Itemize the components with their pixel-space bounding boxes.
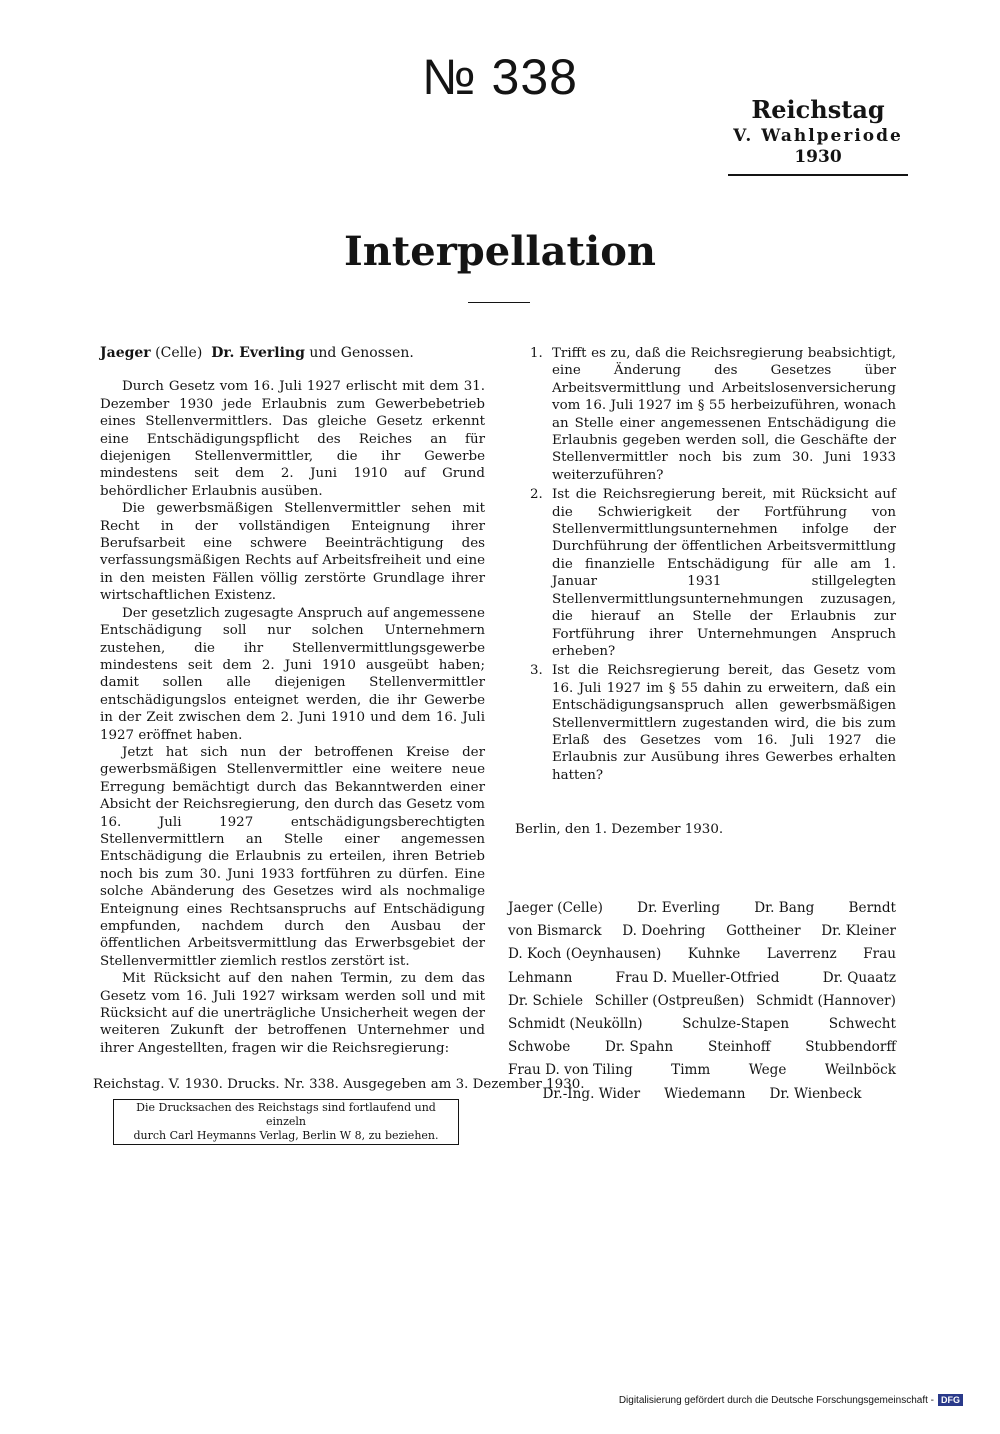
question-number: 3.	[530, 663, 543, 679]
signature-name: Wege	[748, 1062, 787, 1079]
signature-name: Schmidt (Neukölln)	[508, 1016, 643, 1033]
authors-suffix: und Genossen.	[309, 345, 414, 361]
signature-name: Dr. Schiele	[508, 992, 584, 1009]
question-item	[530, 486, 896, 660]
signature-name: Lehmann	[508, 969, 573, 986]
paragraph: Der gesetzlich zugesagte Anspruch auf angemessene Entschädigung soll nur solchen Unternehmern zustehen, die ihr Stellenvermittlungsgewerbe mindestens seit dem 2. Juni 1910 ausgeübt haben; damit sollen alle diejenigen Stellenvermittler entschädigungslos enteignet werden, die ihr Gewerbe in der Zeit zwischen dem 2. Juni 1910 und dem 16. Juli 1927 eröffnet haben.	[100, 605, 485, 743]
signature-name: Dr. Bang	[754, 900, 815, 916]
reichstag-label: Reichstag	[751, 95, 885, 124]
notice-line: Die Drucksachen des Reichstags sind fortlaufend und einzeln	[136, 1101, 436, 1128]
question-number: 1.	[530, 346, 543, 361]
question-item	[530, 662, 896, 784]
signature-name: Frau D. von Tiling	[508, 1062, 633, 1079]
question-text: Ist die Reichsregierung bereit, mit Rücksicht auf die Schwierigkeit der Fortführung von Stellenvermittlungsunternehmen infolge der Durchführung der öffentlichen Arbeitsvermittlung die finanzielle Entschädigung für alle am 1. Januar 1931 stillgelegten Stellenvermittlungsunternehmungen zuzusagen, die hierauf an Stelle der Erlaubnis zur Fortführung ihrer Unternehmungen Anspruch erheben?	[552, 487, 896, 659]
signatures-block	[508, 897, 896, 1106]
author-place: (Celle)	[155, 345, 203, 361]
signature-name: Schiller (Ostpreußen)	[594, 992, 745, 1009]
signature-row	[508, 897, 896, 920]
reichstag-underline	[728, 174, 908, 176]
signature-name: Schulze-Stapen	[682, 1016, 790, 1033]
signature-name: Weilnböck	[824, 1062, 896, 1079]
signature-row	[508, 943, 896, 966]
reichstag-box	[728, 95, 908, 167]
signature-name: Frau D. Mueller-Otfried	[615, 969, 780, 986]
wahlperiode-label: V. Wahlperiode	[733, 126, 903, 146]
title-divider	[468, 302, 530, 303]
dfg-logo: DFG	[938, 1394, 963, 1406]
signature-name: Berndt	[848, 900, 896, 916]
distribution-notice	[113, 1099, 459, 1145]
digitization-credit	[619, 1394, 963, 1406]
signature-name: Dr. Quaatz	[822, 969, 896, 986]
signature-name: Wiedemann	[664, 1085, 746, 1102]
question-list	[530, 345, 896, 784]
paragraph: Die gewerbsmäßigen Stellenvermittler sehen mit Recht in der vollständigen Enteignung ihrer Berufsarbeit eine schwere Beeinträchtigung des verfassungsmäßigen Rechts auf Arbeitsfreiheit und eine in den meisten Fällen völlig zerstörte Grundlage ihrer wirtschaftlichen Existenz.	[100, 501, 485, 604]
notice-line: durch Carl Heymanns Verlag, Berlin W 8, zu beziehen.	[133, 1129, 439, 1142]
author-everling: Dr. Everling	[211, 345, 305, 361]
question-text: Trifft es zu, daß die Reichsregierung beabsichtigt, eine Änderung des Gesetzes über Arbeitsvermittlung und Arbeitslosenversicherung vom 16. Juli 1927 im § 55 herbeizuführen, wonach an Stelle einer angemessenen Entschädigung die Erlaubnis gegeben werden soll, die Geschäfte der Stellenvermittler noch bis zum 30. Juni 1933 weiterzuführen?	[552, 346, 896, 483]
left-column	[100, 345, 485, 1057]
year-label: 1930	[794, 147, 842, 167]
signature-row	[508, 920, 896, 943]
question-text: Ist die Reichsregierung bereit, das Gesetz vom 16. Juli 1927 im § 55 dahin zu erweitern, daß ein Entschädigungsanspruch allen gewerbsmäßigen Stellenvermittlern zugestanden wird, die bis zum Erlaß des Gesetzes vom 16. Juli 1927 die Erlaubnis zur Ausübung ihres Gewerbes erhalten hatten?	[552, 663, 896, 783]
digitization-note: Digitalisierung gefördert durch die Deutsche Forschungsgemeinschaft -	[618, 1394, 934, 1406]
signature-name: Dr. Everling	[637, 900, 721, 916]
signature-name: Schmidt (Hannover)	[756, 992, 896, 1009]
question-item	[530, 345, 896, 484]
signature-name: D. Doehring	[622, 923, 706, 940]
signature-name: Dr. Spahn	[605, 1039, 674, 1056]
signature-name: Steinhoff	[707, 1039, 771, 1056]
right-column	[530, 345, 896, 786]
signature-name: Dr.-Ing. Wider	[542, 1085, 641, 1102]
author-jaeger: Jaeger	[100, 345, 151, 361]
signature-name: von Bismarck	[508, 923, 602, 940]
signature-name: Stubbendorff	[805, 1039, 896, 1056]
paragraph: Durch Gesetz vom 16. Juli 1927 erlischt mit dem 31. Dezember 1930 jede Erlaubnis zum Gewerbebetrieb eines Stellenvermittlers. Das gleiche Gesetz erkennt eine Entschädigungspflicht des Reiches an für diejenigen Stellenvermittler, die ihr Gewerbe mindestens seit dem 2. Juni 1910 auf Grund behördlicher Erlaubnis ausüben.	[100, 379, 485, 499]
signature-name: Schwobe	[508, 1039, 571, 1056]
document-title: Interpellation	[344, 228, 656, 275]
signature-name: Gottheiner	[726, 923, 801, 940]
signature-row	[508, 1013, 896, 1036]
signature-name: Kuhnke	[687, 946, 741, 963]
document-number: № 338	[422, 49, 578, 105]
signature-row	[508, 990, 896, 1013]
question-number: 2.	[530, 487, 543, 503]
signature-row	[508, 967, 896, 990]
signature-name: D. Koch (Oeynhausen)	[508, 946, 662, 963]
footer-line: Reichstag. V. 1930. Drucks. Nr. 338. Ausgegeben am 3. Dezember 1930.	[93, 1077, 585, 1092]
signature-name: Jaeger (Celle)	[508, 900, 603, 916]
signature-name: Timm	[671, 1062, 711, 1079]
signature-name: Laverrenz	[766, 946, 837, 963]
signature-row	[508, 1036, 896, 1059]
signature-name: Dr. Kleiner	[821, 923, 896, 940]
signature-name: Schwecht	[828, 1016, 896, 1033]
paragraph: Mit Rücksicht auf den nahen Termin, zu dem das Gesetz vom 16. Juli 1927 wirksam werden soll und mit Rücksicht auf die unerträgliche Unsicherheit wegen der weiteren Zukunft der betroffenen Unternehmer und ihrer Angestellten, fragen wir die Reichsregierung:	[100, 971, 485, 1056]
paragraph: Jetzt hat sich nun der betroffenen Kreise der gewerbsmäßigen Stellenvermittler eine weitere neue Erregung bemächtigt durch das Bekanntwerden einer Absicht der Reichsregierung, den durch das Gesetz vom 16. Juli 1927 entschädigungsberechtigten Stellenvermittlern an Stelle einer angemessen Entschädigung die Erlaubnis zu erteilen, ihren Betrieb noch bis zum 30. Juni 1933 fortführen zu dürfen. Eine solche Abänderung des Gesetzes wird als nochmalige Enteignung eines Rechtsanspruchs auf Entschädigung empfunden, nachdem durch den Ausbau der öffentlichen Arbeitsvermittlung das Erwerbsgebiet der Stellenvermittler ziemlich restlos zerstört ist.	[100, 744, 485, 969]
signature-name: Dr. Wienbeck	[769, 1085, 862, 1102]
date-line: Berlin, den 1. Dezember 1930.	[515, 822, 724, 837]
authors-line	[100, 345, 485, 362]
signature-name: Frau	[863, 946, 896, 963]
